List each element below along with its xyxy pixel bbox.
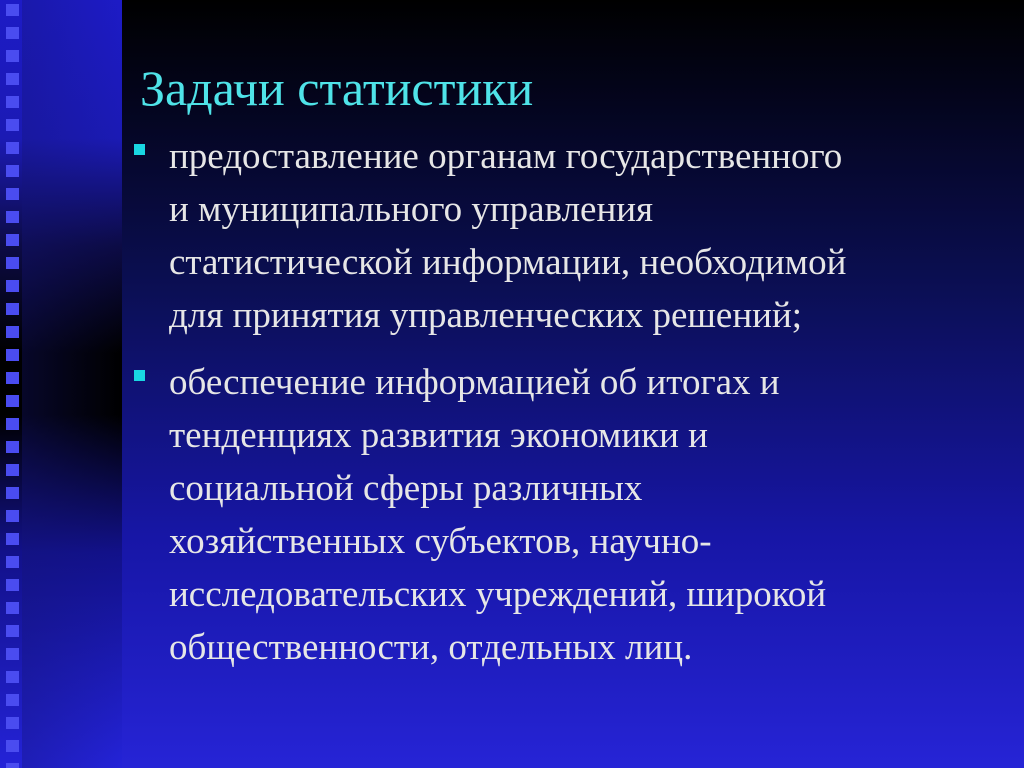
filmstrip-square	[6, 257, 19, 269]
filmstrip-square	[6, 165, 19, 177]
filmstrip-square	[6, 372, 19, 384]
filmstrip-square	[6, 579, 19, 591]
filmstrip-square	[6, 188, 19, 200]
bullet-item	[126, 356, 1006, 674]
filmstrip-square	[6, 280, 19, 292]
bullet-text: предоставление органам государственного и муниципального управления статистической информации, необходимой для принятия управленческих решений;	[169, 136, 847, 336]
filmstrip-square	[6, 671, 19, 683]
filmstrip-square	[6, 763, 19, 768]
square-bullet-icon	[134, 370, 145, 381]
filmstrip-square	[6, 602, 19, 614]
filmstrip-square	[6, 464, 19, 476]
filmstrip-band	[22, 0, 122, 768]
filmstrip-decoration	[0, 0, 122, 768]
filmstrip-square	[6, 648, 19, 660]
filmstrip-square	[6, 510, 19, 522]
filmstrip-square	[6, 50, 19, 62]
filmstrip-square	[6, 717, 19, 729]
slide-title: Задачи статистики	[140, 60, 534, 116]
filmstrip-square	[6, 142, 19, 154]
filmstrip-square	[6, 694, 19, 706]
filmstrip-square	[6, 487, 19, 499]
square-bullet-icon	[134, 144, 145, 155]
bullet-item	[126, 130, 1006, 342]
bullet-list	[126, 130, 1006, 674]
filmstrip-square	[6, 441, 19, 453]
filmstrip-square	[6, 96, 19, 108]
bullet-text: обеспечение информацией об итогах и тенденциях развития экономики и социальной сферы различных хозяйственных субъектов, научно- исследовательских учреждений, широкой общественности, отдельных лиц.	[169, 362, 827, 668]
filmstrip-square	[6, 27, 19, 39]
filmstrip-square	[6, 556, 19, 568]
filmstrip-square	[6, 4, 19, 16]
filmstrip-square	[6, 395, 19, 407]
filmstrip-square	[6, 625, 19, 637]
filmstrip-square	[6, 740, 19, 752]
filmstrip-square	[6, 234, 19, 246]
filmstrip-square	[6, 533, 19, 545]
filmstrip-square	[6, 211, 19, 223]
filmstrip-square	[6, 349, 19, 361]
filmstrip-square	[6, 303, 19, 315]
filmstrip-square	[6, 119, 19, 131]
filmstrip-square	[6, 418, 19, 430]
filmstrip-square	[6, 73, 19, 85]
filmstrip-square	[6, 326, 19, 338]
